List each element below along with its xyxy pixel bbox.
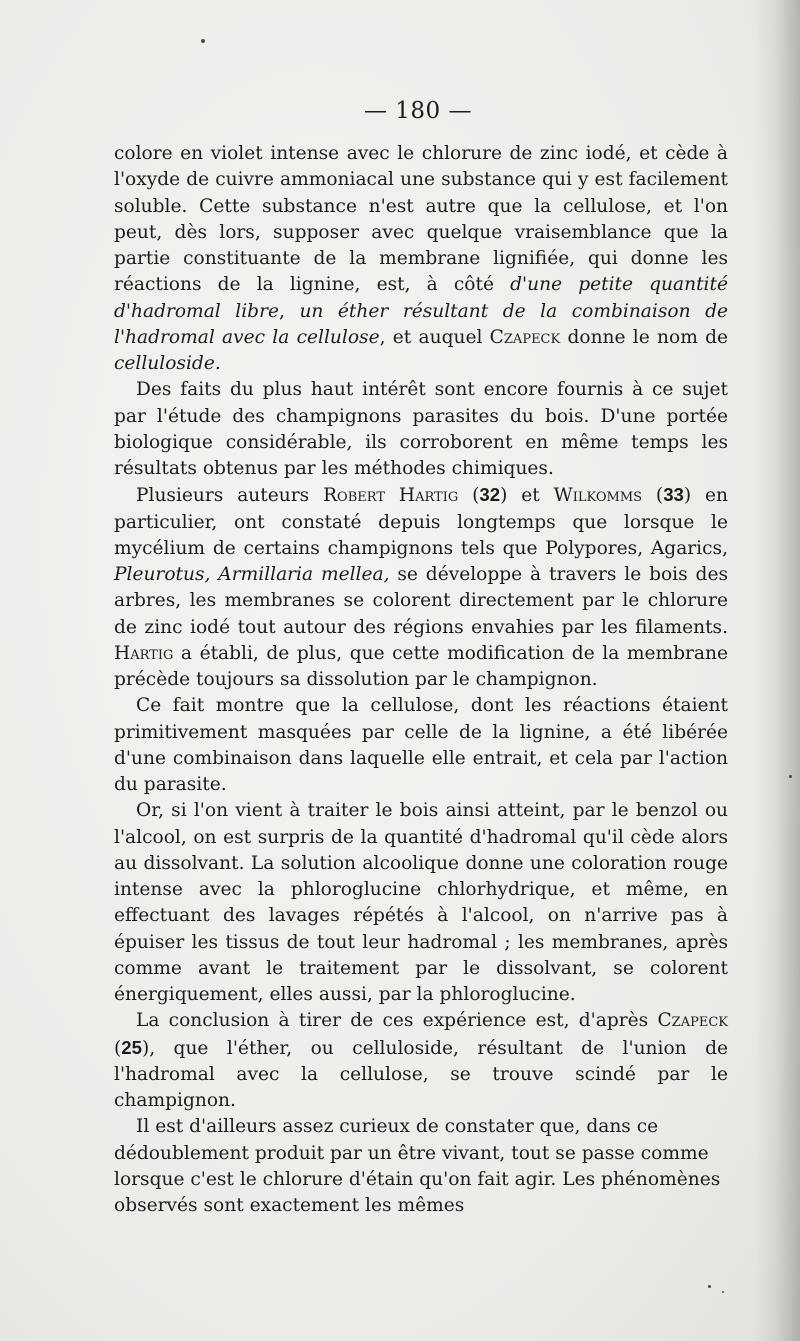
reference-number: 25 xyxy=(121,1036,142,1058)
paragraph xyxy=(114,482,728,693)
paragraph: Or, si l'on vient à traiter le bois ainsi atteint, par le benzol ou l'alcool, on est surpris de la quantité d'hadromal qu'il cède alors au dissolvant. La solution alcoolique donne une coloration rouge intense avec la phloroglucine chlorhydrique, et même, en effectuant des lavages répétés à l'alcool, on n'arrive pas à épuiser les tissus de tout leur hadromal ; les membranes, après comme avant le traitement par le dissolvant, se colorent énergiquement, elles aussi, par la phloroglucine. xyxy=(114,800,728,1005)
author-name: Wilkomms xyxy=(553,485,643,507)
ink-speck xyxy=(789,775,792,778)
text-run: se développe à travers le bois des arbres, les membranes se colorent directement par le chlorure de zinc iodé tout autour des régions envahies par les filaments. xyxy=(114,564,728,638)
text-run: ( xyxy=(642,485,664,507)
author-name: Hartig xyxy=(114,642,174,664)
page-number: — 180 — xyxy=(363,98,473,124)
paragraph: Des faits du plus haut intérêt sont encore fournis à ce sujet par l'étude des champignons parasites du bois. D'une portée biologique considérable, ils corroborent en même temps les résultats obtenus par les méthodes chimiques. xyxy=(114,379,728,479)
text-run: ( xyxy=(458,485,480,507)
italic-text: d'une petite quantité d'hadromal libre xyxy=(114,274,728,322)
author-name: Robert Hartig xyxy=(323,485,459,507)
text-run: ( xyxy=(114,1037,122,1059)
text-run: , et auquel xyxy=(379,326,490,348)
paragraph: Il est d'ailleurs assez curieux de constater que, dans ce dédoublement produit par un être vivant, tout se passe comme lorsque c'est le chlorure d'étain qu'on fait agir. Les phénomènes observés sont exactement les mêmes xyxy=(114,1116,721,1216)
page-edge-shadow xyxy=(754,0,800,1341)
italic-text: celluloside. xyxy=(114,353,221,374)
ink-speck xyxy=(722,1291,724,1293)
author-name: Czapeck xyxy=(489,326,561,348)
italic-text: un éther résultant de la combinaison de l'hadromal avec la cellulose xyxy=(114,300,729,348)
body-text xyxy=(114,141,728,1219)
reference-number: 32 xyxy=(479,484,501,506)
paragraph: Ce fait montre que la cellulose, dont les réactions étaient primitivement masquées par celle de la lignine, a été libérée d'une combinaison dans laquelle elle entrait, et cela par l'action du parasite. xyxy=(114,695,728,795)
ink-speck xyxy=(708,1285,711,1288)
ink-speck xyxy=(201,39,205,43)
text-run: , xyxy=(278,300,300,322)
reference-number: 33 xyxy=(663,484,684,506)
text-run: donne le nom de xyxy=(560,326,728,348)
text-run: ) en particulier, ont constaté depuis longtemps que lorsque le mycélium de certains champignons tels que Polypores, Agarics, xyxy=(114,485,729,559)
text-run: Plusieurs auteurs xyxy=(136,485,324,507)
paragraph xyxy=(114,141,728,377)
text-run: ) et xyxy=(500,485,554,507)
text-run: ), que l'éther, ou celluloside, résultant de l'union de l'hadromal avec la cellulose, se trouve scindé par le champignon. xyxy=(114,1037,728,1111)
italic-text: Pleurotus, Armillaria mellea, xyxy=(114,564,390,585)
author-name: Czapeck xyxy=(657,1010,728,1032)
text-run: colore en violet intense avec le chlorure de zinc iodé, et cède à l'oxyde de cuivre ammoniacal une substance qui y est facilement soluble. Cette substance n'est autre que la cellulose, et l'on peut, dès lors, supposer avec quelque vraisemblance que la partie constituante de la membrane lignifiée, qui donne les réactions de la lignine, est, à côté xyxy=(114,143,728,296)
paragraph xyxy=(114,1008,728,1114)
text-run: a établi, de plus, que cette modification de la membrane précède toujours sa dissolution par le champignon. xyxy=(114,642,728,690)
text-run: La conclusion à tirer de ces expérience est, d'après xyxy=(136,1010,658,1032)
